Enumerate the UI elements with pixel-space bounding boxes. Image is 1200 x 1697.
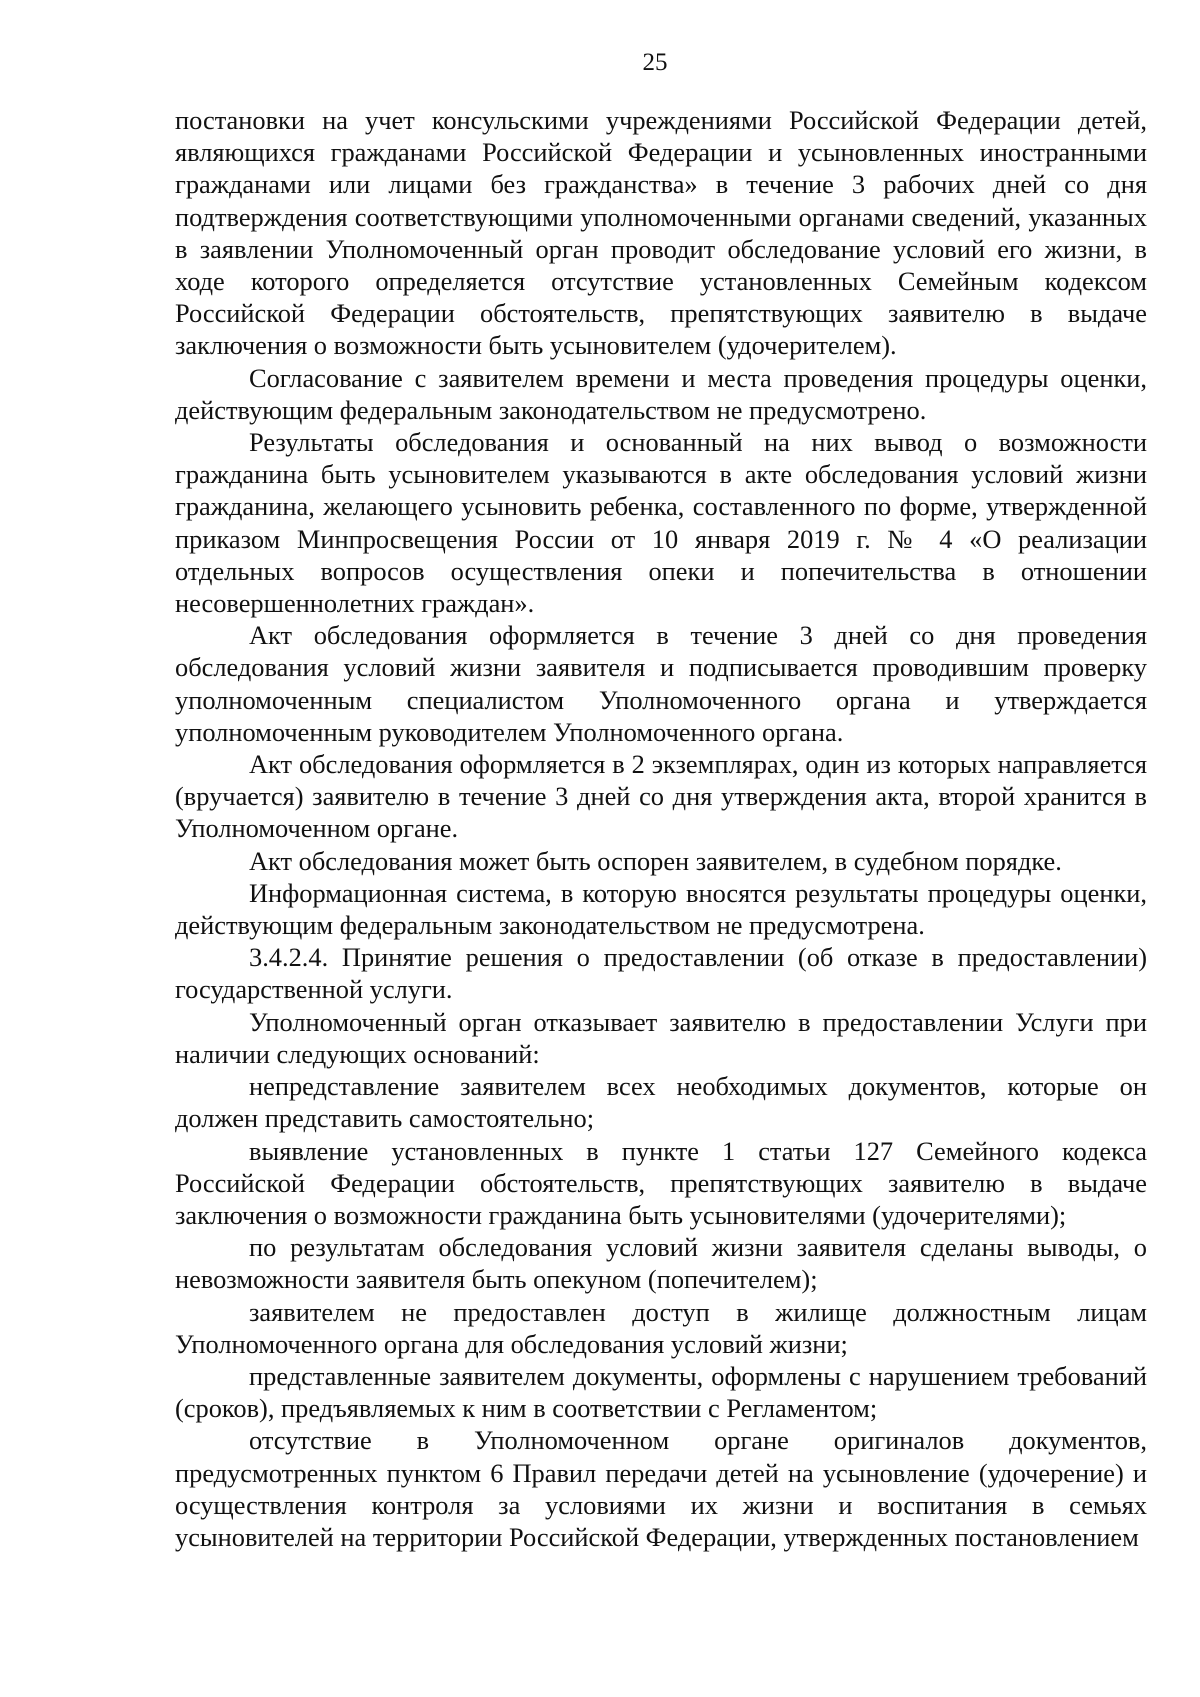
list-item: выявление установленных в пункте 1 статьи 127 Семейного кодекса Российской Федерации обстоятельств, препятствующих заявителю в выдаче заключения о возможности гражданина быть усыновителями (удочерителями);	[175, 1135, 1147, 1230]
paragraph: Акт обследования может быть оспорен заявителем, в судебном порядке.	[249, 845, 1062, 876]
paragraph: Акт обследования оформляется в 2 экземплярах, один из которых направляется (вручается) заявителю в течение 3 дней со дня утверждения акта, второй хранится в Уполномоченном органе.	[175, 749, 1147, 844]
list-item: по результатам обследования условий жизни заявителя сделаны выводы, о невозможности заявителя быть опекуном (попечителем);	[175, 1232, 1147, 1295]
paragraph: Согласование с заявителем времени и места проведения процедуры оценки, действующим федеральным законодательством не предусмотрено.	[175, 362, 1147, 425]
paragraph: Информационная система, в которую вносятся результаты процедуры оценки, действующим федеральным законодательством не предусмотрена.	[175, 877, 1147, 941]
paragraph: Результаты обследования и основанный на них вывод о возможности гражданина быть усыновителем указываются в акте обследования условий жизни гражданина, желающего усыновить ребенка, составленного по форме, утвержденной приказом Минпросвещения России от 10 января 2019 г. № 4 «О реализации отдельных вопросов осуществления опеки и попечительства в отношении несовершеннолетних граждан».	[175, 427, 1147, 619]
paragraph: 3.4.2.4. Принятие решения о предоставлении (об отказе в предоставлении) государственной услуги.	[175, 942, 1147, 1005]
list-item: представленные заявителем документы, оформлены с нарушением требований (сроков), предъявляемых к ним в соответствии с Регламентом;	[175, 1360, 1147, 1424]
page-number: 25	[642, 49, 668, 76]
body-text	[175, 104, 1147, 1553]
list-item: отсутствие в Уполномоченном органе оригиналов документов, предусмотренных пунктом 6 Правил передачи детей на усыновление (удочерение) и осуществления контроля за условиями их жизни и воспитания в семьях усыновителей на территории Российской Федерации, утвержденных постановлением	[175, 1425, 1147, 1552]
paragraph: Акт обследования оформляется в течение 3 дней со дня проведения обследования условий жизни заявителя и подписывается проводившим проверку уполномоченным специалистом Уполномоченного органа и утверждается уполномоченным руководителем Уполномоченного органа.	[175, 620, 1147, 747]
list-item: заявителем не предоставлен доступ в жилище должностным лицам Уполномоченного органа для обследования условий жизни;	[175, 1296, 1147, 1359]
paragraph: Уполномоченный орган отказывает заявителю в предоставлении Услуги при наличии следующих оснований:	[175, 1006, 1147, 1069]
list-item: непредставление заявителем всех необходимых документов, которые он должен представить самостоятельно;	[175, 1071, 1147, 1134]
paragraph: постановки на учет консульскими учреждениями Российской Федерации детей, являющихся гражданами Российской Федерации и усыновленных иностранными гражданами или лицами без гражданства» в течение 3 рабочих дней со дня подтверждения соответствующими уполномоченными органами сведений, указанных в заявлении Уполномоченный орган проводит обследование условий его жизни, в ходе которого определяется отсутствие установленных Семейным кодексом Российской Федерации обстоятельств, препятствующих заявителю в выдаче заключения о возможности быть усыновителем (удочерителем).	[175, 105, 1147, 361]
